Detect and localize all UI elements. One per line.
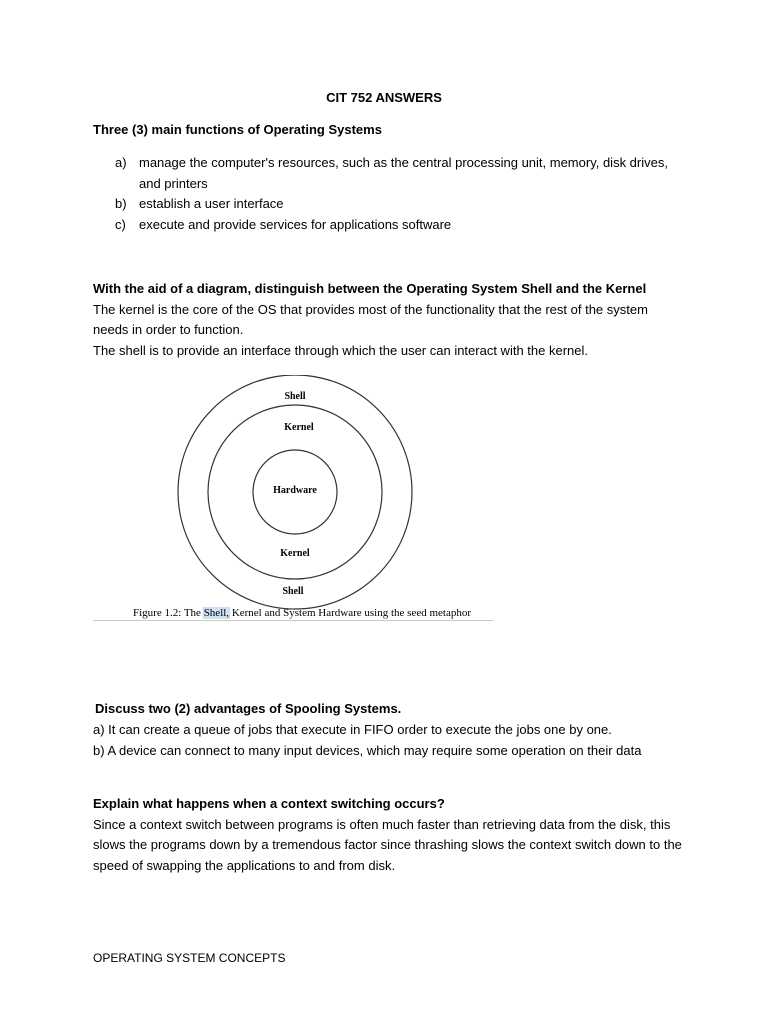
list-text: establish a user interface	[139, 196, 284, 211]
q4-heading: Explain what happens when a context switching occurs?	[93, 796, 445, 811]
q3-answer-b: b) A device can connect to many input devices, which may require some operation on their data	[93, 742, 642, 758]
footer-text: OPERATING SYSTEM CONCEPTS	[93, 951, 286, 965]
label-kernel-top: Kernel	[284, 422, 314, 433]
caption-divider	[93, 620, 493, 621]
q3-answer-a: a) It can create a queue of jobs that execute in FIFO order to execute the jobs one by one.	[93, 722, 612, 737]
q2-paragraph-shell: The shell is to provide an interface through which the user can interact with the kernel.	[93, 342, 588, 358]
label-shell-top: Shell	[284, 391, 306, 402]
q3-answers	[93, 720, 683, 761]
q2-section	[93, 279, 683, 361]
q4-paragraph: Since a context switch between programs is often much faster than retrieving data from the disk, this slows the programs down by a tremendous factor since thrashing slows the context switch down to the speed of swapping the applications to and from disk.	[93, 816, 682, 873]
q3-heading: Discuss two (2) advantages of Spooling Systems.	[95, 701, 402, 716]
q1-heading: Three (3) main functions of Operating Systems	[93, 122, 382, 137]
q2-heading: With the aid of a diagram, distinguish between the Operating System Shell and the Kernel	[93, 281, 647, 296]
list-marker: b)	[115, 196, 127, 211]
list-item	[115, 215, 685, 236]
list-item	[115, 153, 685, 194]
label-kernel-bottom: Kernel	[280, 548, 310, 559]
shell-kernel-diagram	[93, 375, 493, 623]
list-marker: c)	[115, 216, 126, 232]
figure-caption	[133, 607, 471, 619]
label-hardware: Hardware	[273, 485, 317, 496]
q4-section	[93, 794, 683, 876]
list-text: execute and provide services for applications software	[139, 216, 452, 232]
diagram-svg	[93, 375, 493, 623]
list-marker: a)	[115, 155, 127, 170]
caption-highlight: Shell,	[203, 607, 230, 619]
q3-section	[95, 699, 685, 720]
list-item	[115, 194, 685, 215]
q1-list	[115, 153, 685, 235]
label-shell-bottom: Shell	[282, 586, 304, 597]
caption-suffix: Kernel and System Hardware using the seed metaphor	[229, 607, 471, 619]
list-text: manage the computer's resources, such as the central processing unit, memory, disk drives, and printers	[139, 155, 668, 191]
caption-prefix: Figure 1.2: The	[133, 607, 204, 619]
q2-paragraph-kernel: The kernel is the core of the OS that provides most of the functionality that the rest of the system needs in order to function.	[93, 301, 648, 337]
page-title: CIT 752 ANSWERS	[326, 90, 442, 105]
